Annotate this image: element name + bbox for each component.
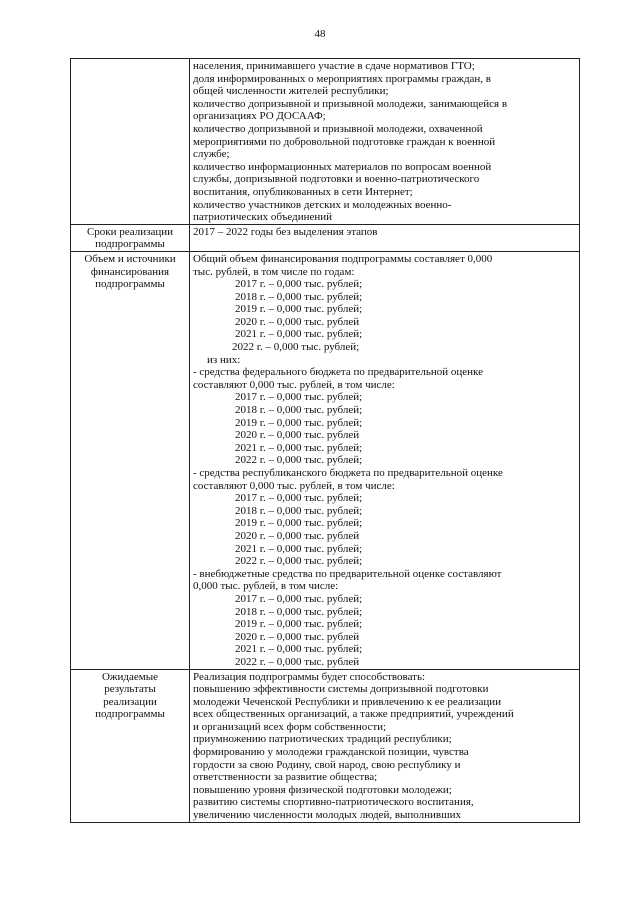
result-line: и организаций всех форм собственности;	[193, 720, 387, 733]
indicator-line: патриотических объединений	[193, 211, 333, 224]
indicator-line: количество информационных материалов по вопросам военной	[193, 160, 492, 173]
result-line: формированию у молодежи гражданской позиции, чувства	[193, 746, 469, 759]
federal-budget-text: - средства федерального бюджета по предварительной оценке	[193, 366, 483, 379]
year-amount: 2022 г. – 0,000 тыс. рублей;	[235, 555, 363, 568]
indicator-line: количество участников детских и молодежных военно-	[193, 198, 452, 211]
row-financing	[71, 251, 580, 669]
extrabudgetary-text: 0,000 тыс. рублей, в том числе:	[193, 580, 339, 593]
year-amount: 2017 г. – 0,000 тыс. рублей;	[235, 492, 363, 505]
row-terms	[71, 224, 580, 251]
indicator-line: воспитания, опубликованных в сети Интернет;	[193, 185, 413, 198]
year-amount: 2021 г. – 0,000 тыс. рублей;	[235, 542, 363, 555]
result-line: повышению уровня физической подготовки молодежи;	[193, 783, 452, 796]
indicator-line: количество допризывной и призывной молодежи, занимающейся в	[193, 97, 508, 110]
year-amount: 2019 г. – 0,000 тыс. рублей;	[235, 303, 363, 316]
indicator-line: количество допризывной и призывной молодежи, охваченной	[193, 122, 483, 135]
page-number: 48	[314, 28, 326, 40]
result-line: приумножению патриотических традиций республики;	[193, 733, 452, 746]
of-which-label: из них:	[207, 353, 241, 366]
republic-budget-text: - средства республиканского бюджета по предварительной оценке	[193, 467, 503, 479]
year-amount: 2018 г. – 0,000 тыс. рублей;	[235, 290, 363, 303]
indicator-line: организациях РО ДОСААФ;	[193, 110, 326, 123]
year-amount: 2020 г. – 0,000 тыс. рублей	[235, 630, 360, 643]
financing-content	[190, 251, 580, 669]
year-amount: 2020 г. – 0,000 тыс. рублей	[235, 429, 360, 442]
indicators-content	[190, 59, 580, 225]
financing-label: Объем и источники финансирования подпрограммы	[71, 251, 190, 669]
year-amount: 2017 г. – 0,000 тыс. рублей;	[235, 391, 363, 404]
result-line: увеличению численности молодых людей, выполнивших	[193, 809, 461, 822]
year-amount: 2022 г. – 0,000 тыс. рублей;	[235, 454, 363, 467]
year-amount: 2021 г. – 0,000 тыс. рублей;	[235, 441, 363, 454]
indicators-label-cell	[71, 59, 190, 225]
year-amount: 2021 г. – 0,000 тыс. рублей;	[235, 328, 363, 341]
indicator-line: службе;	[193, 148, 230, 161]
result-line: развитию системы спортивно-патриотического воспитания,	[193, 796, 474, 809]
year-amount: 2022 г. – 0,000 тыс. рублей;	[232, 341, 360, 354]
year-amount: 2018 г. – 0,000 тыс. рублей;	[235, 605, 363, 618]
indicator-line: доля информированных о мероприятиях программы граждан, в	[193, 72, 492, 85]
indicator-line: мероприятиями по добровольной подготовке граждан к военной	[193, 135, 496, 148]
results-label: Ожидаемые результаты реализации подпрограммы	[71, 669, 190, 822]
terms-label: Сроки реализации подпрограммы	[71, 224, 190, 251]
year-amount: 2021 г. – 0,000 тыс. рублей;	[235, 643, 363, 656]
indicator-line: общей численности жителей республики;	[193, 85, 389, 98]
result-line: гордости за свою Родину, свой народ, свою республику и	[193, 758, 461, 771]
year-amount: 2017 г. – 0,000 тыс. рублей;	[235, 592, 363, 605]
result-line: ответственности за развитие общества;	[193, 771, 378, 784]
year-amount: 2022 г. – 0,000 тыс. рублей	[235, 655, 360, 668]
extrabudgetary-text: - внебюджетные средства по предварительной оценке составляют	[193, 567, 502, 580]
result-line: молодежи Чеченской Республики и привлечению к ее реализации	[193, 695, 502, 708]
subprogram-passport-table	[70, 58, 580, 823]
republic-budget-text: составляют 0,000 тыс. рублей, в том числе:	[193, 479, 395, 492]
year-amount: 2019 г. – 0,000 тыс. рублей;	[235, 517, 363, 530]
terms-value: 2017 – 2022 годы без выделения этапов	[190, 224, 580, 251]
result-line: всех общественных организаций, а также предприятий, учреждений	[193, 708, 514, 721]
financing-total-text: тыс. рублей, в том числе по годам:	[193, 265, 355, 278]
row-indicators	[71, 59, 580, 225]
result-line: Реализация подпрограммы будет способствовать:	[193, 670, 426, 683]
year-amount: 2019 г. – 0,000 тыс. рублей;	[235, 416, 363, 429]
result-line: повышению эффективности системы допризывной подготовки	[193, 683, 489, 696]
indicator-line: службы, допризывной подготовки и военно-патриотического	[193, 173, 480, 186]
year-amount: 2018 г. – 0,000 тыс. рублей;	[235, 504, 363, 517]
federal-budget-text: составляют 0,000 тыс. рублей, в том числе:	[193, 378, 395, 391]
row-results	[71, 669, 580, 822]
year-amount: 2020 г. – 0,000 тыс. рублей	[235, 315, 360, 328]
financing-total-text: Общий объем финансирования подпрограммы составляет 0,000	[193, 252, 493, 265]
year-amount: 2018 г. – 0,000 тыс. рублей;	[235, 404, 363, 417]
year-amount: 2017 г. – 0,000 тыс. рублей;	[235, 278, 363, 291]
year-amount: 2020 г. – 0,000 тыс. рублей	[235, 529, 360, 542]
year-amount: 2019 г. – 0,000 тыс. рублей;	[235, 618, 363, 631]
results-content	[190, 669, 580, 822]
indicator-line: населения, принимавшего участие в сдаче нормативов ГТО;	[193, 60, 475, 72]
